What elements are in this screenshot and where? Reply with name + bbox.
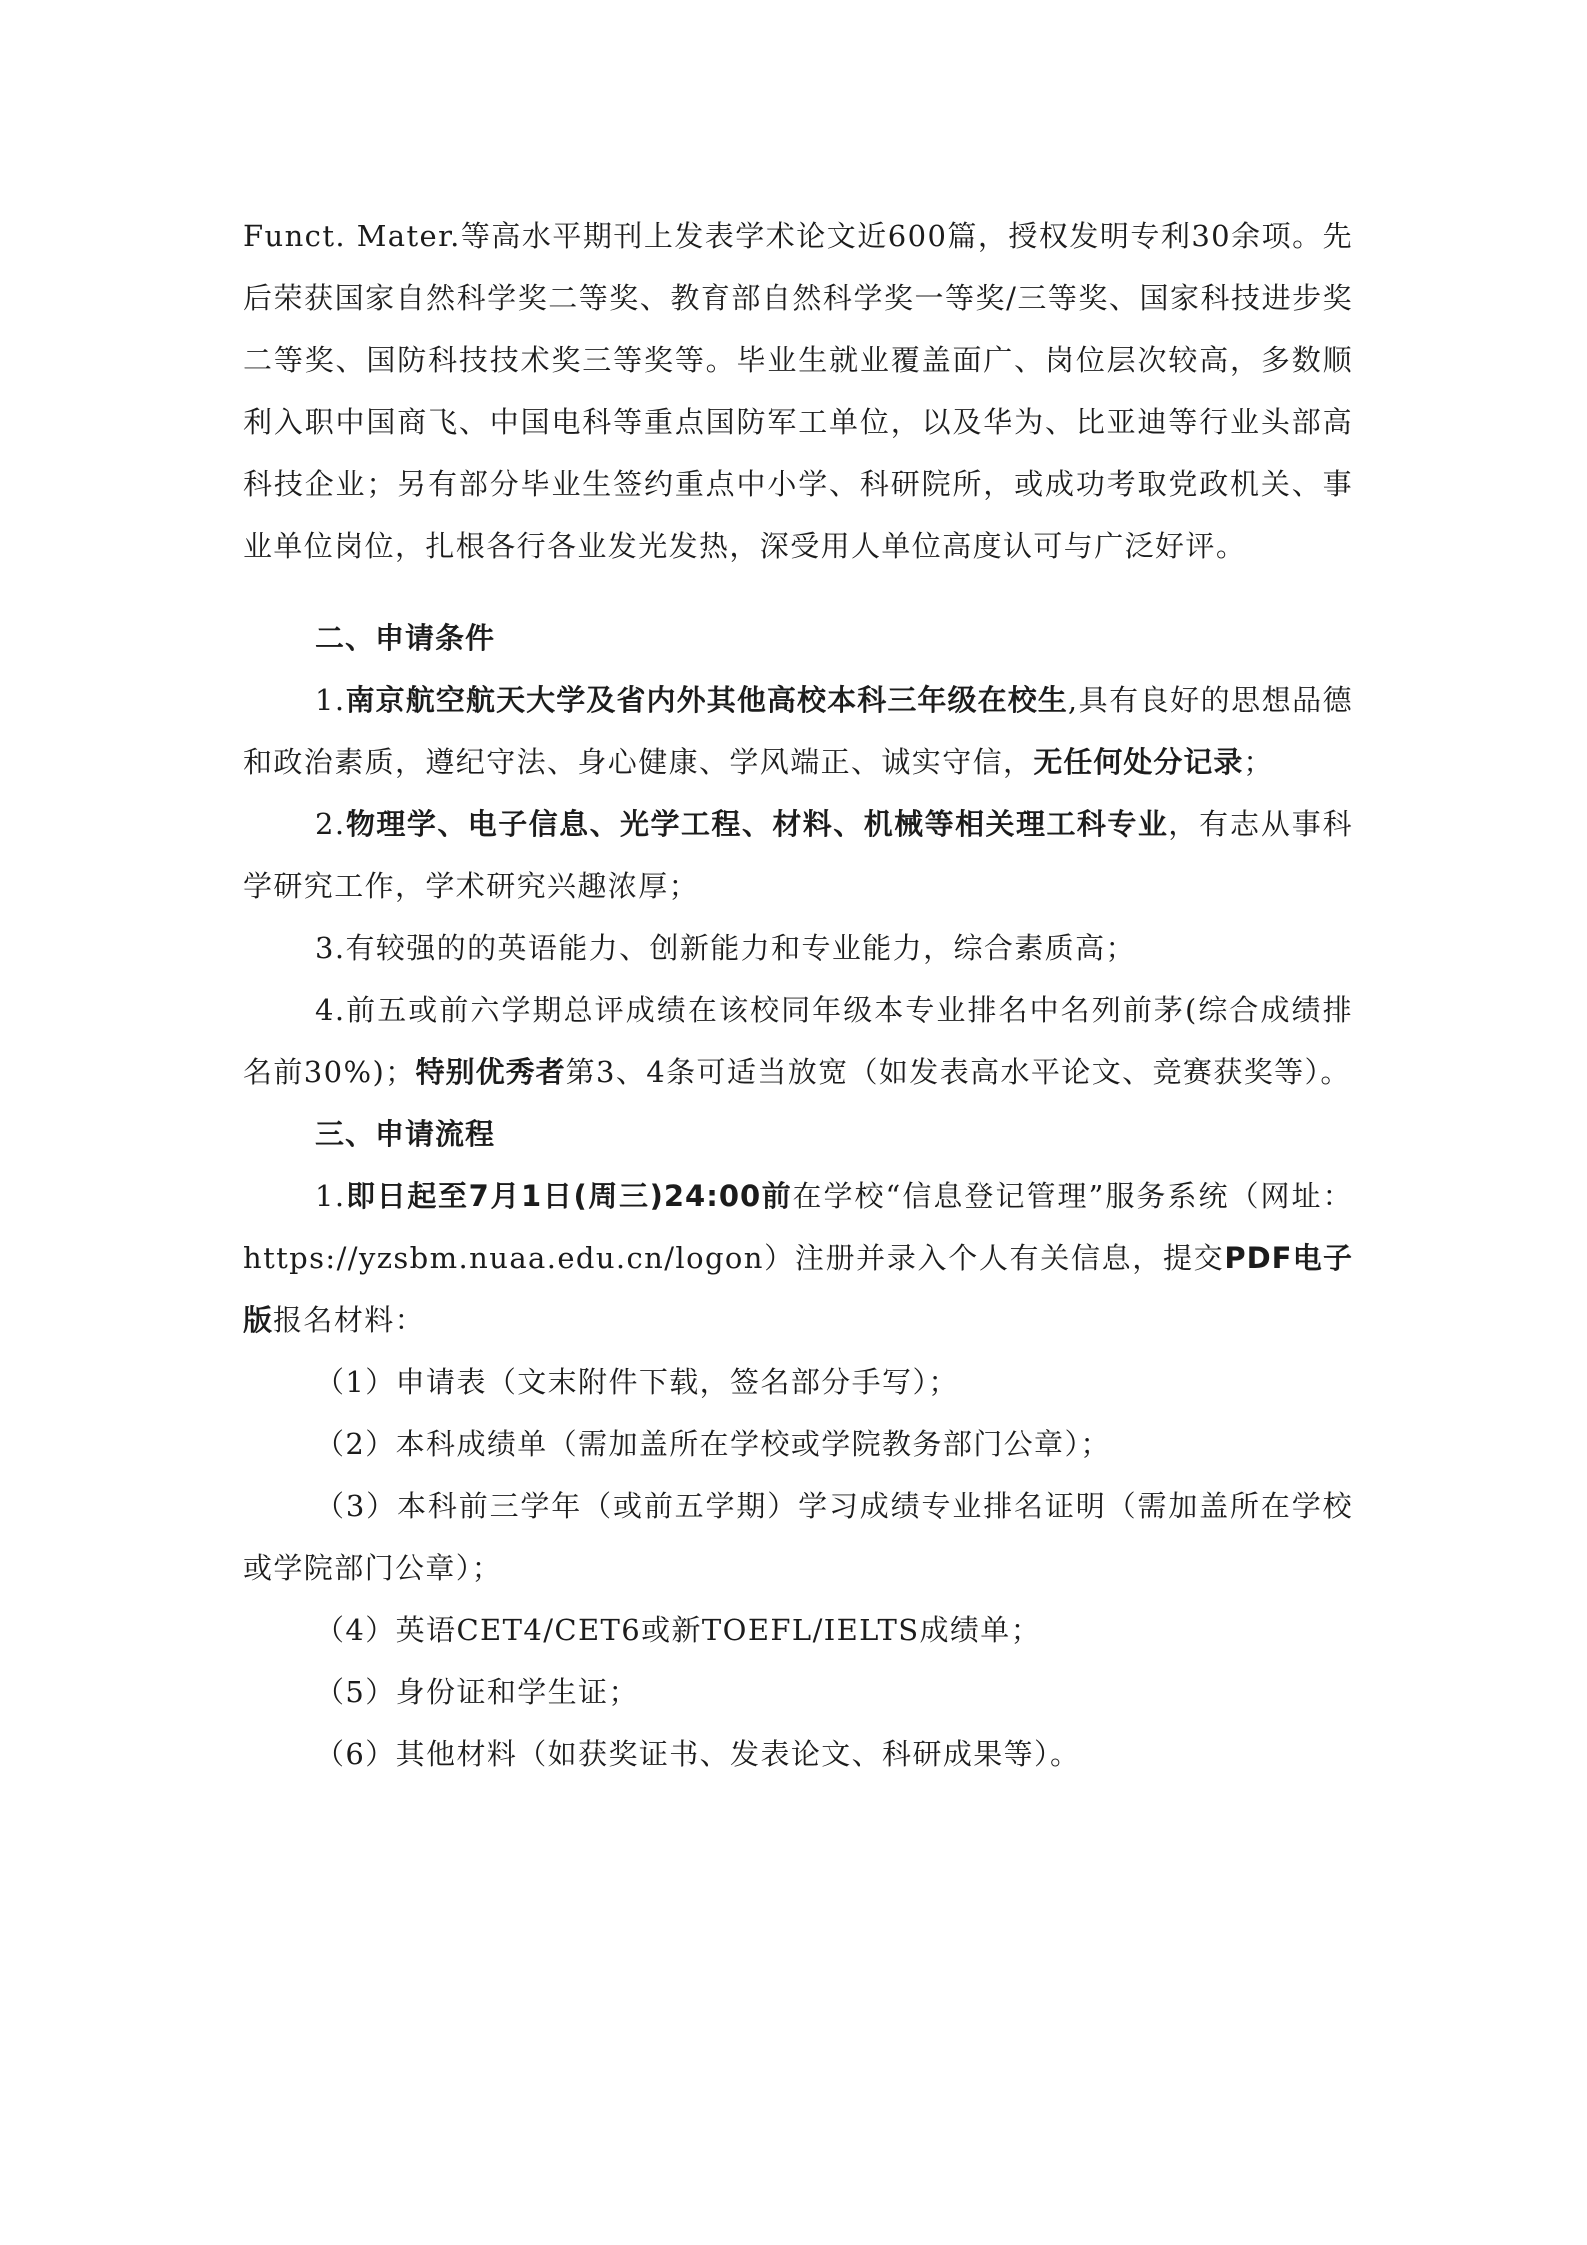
material-item: （4）英语CET4/CET6或新TOEFL/IELTS成绩单； <box>315 1613 1042 1647</box>
document-body <box>243 205 1353 1785</box>
process-item-1 <box>243 1165 1353 1351</box>
intro-line-6: 政机关、事业单位岗位，扎根各行各业发光发热，深受用人单位高度认可与广泛 <box>243 467 1353 563</box>
intro-line-2: 先后荣获国家自然科学奖二等奖、教育部自然科学奖一等奖/三等奖、国家科技 <box>243 219 1353 315</box>
condition-2-majors: 物理学、电子信息、光学工程、材料、机械等相关理工科专业 <box>345 807 1169 841</box>
process-1-pdf: PDF电子版 <box>243 1241 1354 1337</box>
material-item: （3）本科前三学年（或前五学期）学习成绩专业排名证明（需加盖所在学校或学院部门公章）； <box>243 1489 1353 1585</box>
condition-4-exceptional: 特别优秀者 <box>415 1055 566 1089</box>
intro-line-4: 多数顺利入职中国商飞、中国电科等重点国防军工单位，以及华为、比亚迪等行 <box>243 343 1353 439</box>
material-item: （5）身份证和学生证； <box>315 1675 639 1709</box>
condition-item-4 <box>243 979 1353 1103</box>
condition-4-text: 4.前五或前六学期总评成绩在该校同年级本专业排名中名列前茅(综合成绩排名前30%)； <box>243 993 1353 1089</box>
condition-item-3: 3.有较强的的英语能力、创新能力和专业能力，综合素质高； <box>315 931 1136 965</box>
condition-item-1 <box>243 669 1353 793</box>
section-heading-application-process: 三、申请流程 <box>315 1117 496 1151</box>
material-item: （6）其他材料（如获奖证书、发表论文、科研成果等）。 <box>315 1737 1081 1771</box>
material-item: （1）申请表（文末附件下载，签名部分手写）； <box>315 1365 959 1399</box>
process-1-end: 报名材料： <box>273 1303 426 1337</box>
process-1-text: 在学校“信息登记管理”服务系统（网址：https://yzsbm.nuaa.edu.cn/logon）注册并录入个人有关信息，提交 <box>243 1179 1353 1275</box>
process-1-number: 1. <box>315 1179 346 1213</box>
intro-line-5: 业头部高科技企业；另有部分毕业生签约重点中小学、科研院所，或成功考取党 <box>243 405 1353 501</box>
intro-line-7: 好评。 <box>1155 529 1247 563</box>
condition-item-2 <box>243 793 1353 917</box>
intro-line-1: Funct. Mater.等高水平期刊上发表学术论文近600篇，授权发明专利30余项。 <box>243 219 1323 253</box>
condition-1-no-record: 无任何处分记录 <box>1033 745 1244 779</box>
condition-2-text: ，有志从事科学研究工作，学术研究兴趣浓厚； <box>243 807 1353 903</box>
condition-1-number: 1. <box>315 683 346 717</box>
condition-1-text: ,具有良好的思想品德和政治素质，遵纪守法、身心健康、学风端正、诚实守信， <box>243 683 1353 779</box>
section-heading-application-conditions: 二、申请条件 <box>315 621 496 655</box>
process-1-deadline: 即日起至7月1日(周三)24:00前 <box>345 1179 793 1213</box>
condition-2-number: 2. <box>315 807 346 841</box>
condition-4-end: 第3、4条可适当放宽（如发表高水平论文、竞赛获奖等）。 <box>565 1055 1351 1089</box>
condition-1-end: ； <box>1243 745 1274 779</box>
condition-1-eligibility: 南京航空航天大学及省内外其他高校本科三年级在校生 <box>345 683 1068 717</box>
intro-line-3: 进步奖二等奖、国防科技技术奖三等奖等。毕业生就业覆盖面广、岗位层次较高， <box>243 281 1354 377</box>
material-item: （2）本科成绩单（需加盖所在学校或学院教务部门公章）； <box>315 1427 1111 1461</box>
intro-paragraph <box>243 205 1353 577</box>
